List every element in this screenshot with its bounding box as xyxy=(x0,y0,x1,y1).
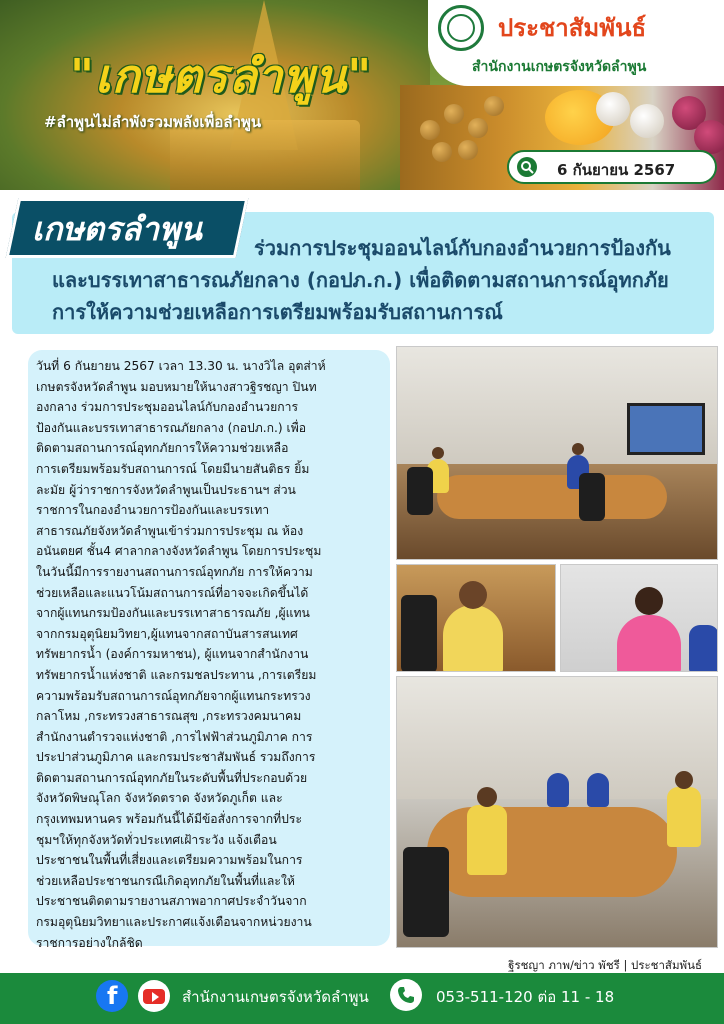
attendee xyxy=(467,805,507,875)
headline-line-1: ร่วมการประชุมออนไลน์กับกองอำนวยการป้องกัน xyxy=(254,236,671,260)
article-line: ประชาชนในพื้นที่เสี่ยงและเตรียมความพร้อมในการ xyxy=(36,853,303,868)
article-line: ป้องกันและบรรเทาสาธารณภัยกลาง (กอปภ.ก.) เพื่อ xyxy=(36,420,307,435)
chair xyxy=(403,847,449,937)
attendee xyxy=(587,773,609,807)
article-line: ทรัพยากรน้ำแห่งชาติ และกรมชลประทาน ,การเตรียม xyxy=(36,667,317,682)
brand-box xyxy=(428,0,724,86)
article-line: ความพร้อมรับสถานการณ์อุทกภัยจากผู้แทนกระทรวง xyxy=(36,688,311,703)
meeting-photo-2 xyxy=(396,564,556,672)
chair xyxy=(407,467,433,515)
article-line: ในวันนี้มีการรายงานสถานการณ์อุทกภัย การให้ความ xyxy=(36,564,313,579)
brand-title: ประชาสัมพันธ์ xyxy=(498,14,647,42)
attendee-head xyxy=(675,771,693,789)
footer-office-name: สำนักงานเกษตรจังหวัดลำพูน xyxy=(182,988,369,1006)
article-line: สาธารณภัยจังหวัดลำพูนเข้าร่วมการประชุม ณ ห้อง xyxy=(36,523,304,538)
garlic xyxy=(596,92,630,126)
meeting-photo-3 xyxy=(560,564,718,672)
longan-fruit xyxy=(432,142,452,162)
article-line: ติดตามสถานการณ์อุทกภัยการให้ความช่วยเหลือ xyxy=(36,441,289,456)
attendee xyxy=(617,615,681,672)
article-line: ประปาส่วนภูมิภาค และกรมประชาสัมพันธ์ รวมถึงการ xyxy=(36,750,316,765)
agency-logo xyxy=(438,5,484,51)
section-tag-label: เกษตรลำพูน xyxy=(32,210,202,248)
headline-line-3: การให้ความช่วยเหลือการเตรียมพร้อมรับสถานการณ์ xyxy=(52,300,503,324)
photo-credit: ฐิรชญา ภาพ/ข่าว พัชรี | ประชาสัมพันธ์ xyxy=(508,958,702,972)
phone-icon[interactable] xyxy=(390,979,422,1011)
meeting-table xyxy=(437,475,667,519)
longan-fruit xyxy=(420,120,440,140)
garlic xyxy=(630,104,664,138)
brand-subtitle: สำนักงานเกษตรจังหวัดลำพูน xyxy=(472,59,647,75)
speaker xyxy=(443,605,503,672)
longan-fruit xyxy=(444,104,464,124)
article-line: ทรัพยากรน้ำ (องค์การมหาชน), ผู้แทนจากสำนักงาน xyxy=(36,647,309,662)
attendee-head xyxy=(432,447,444,459)
article-line: ราชการอย่างใกล้ชิด xyxy=(36,935,143,950)
attendee-head xyxy=(635,587,663,615)
search-icon xyxy=(517,157,537,177)
projection-screen xyxy=(627,403,705,455)
headline-line-2: และบรรเทาสาธารณภัยกลาง (กอปภ.ก.) เพื่อติดตามสถานการณ์อุทกภัย xyxy=(52,268,669,292)
article-line: ประชาชนติดตามรายงานสภาพอากาศประจำวันจาก xyxy=(36,894,307,909)
header-hashtag: #ลำพูนไม่ลำพังรวมพลังเพื่อลำพูน xyxy=(44,113,262,131)
attendee xyxy=(667,787,701,847)
chair xyxy=(401,595,437,672)
article-line: วันที่ 6 กันยายน 2567 เวลา 13.30 น. นางวิไล อุตส่าห์ xyxy=(36,359,326,373)
meeting-table xyxy=(427,807,677,897)
longan-fruit xyxy=(484,96,504,116)
article-line: ติดตามสถานการณ์อุทกภัยในระดับพื้นที่ประกอบด้วย xyxy=(36,770,308,785)
speaker-head xyxy=(459,581,487,609)
article-line: กลาโหม ,กระทรวงสาธารณสุข ,กระทรวงคมนาคม xyxy=(36,709,302,724)
article-line: การเตรียมพร้อมรับสถานการณ์ โดยมีนายสันติธร ยิ้ม xyxy=(36,461,310,476)
date-pill xyxy=(507,150,717,184)
article-line: ช่วยเหลือประชาชนกรณีเกิดอุทกภัยในพื้นที่และให้ xyxy=(36,873,295,888)
article-line: เกษตรจังหวัดลำพูน มอบหมายให้นางสาวฐิรชญา ปินท xyxy=(36,379,317,394)
article-line: อนันตยศ ชั้น4 ศาลากลางจังหวัดลำพูน โดยการประชุม xyxy=(36,544,322,559)
youtube-icon-frame xyxy=(143,989,165,1004)
youtube-icon[interactable] xyxy=(138,980,170,1012)
article-line: สำนักงานตำรวจแห่งชาติ ,การไฟฟ้าส่วนภูมิภาค การ xyxy=(36,729,313,744)
article-line: จากผู้แทนกรมป้องกันและบรรเทาสาธารณภัย ,ผู้แทน xyxy=(36,606,310,621)
longan-fruit xyxy=(458,140,478,160)
article-line: จังหวัดพิษณุโลก จังหวัดตราด จังหวัดภูเก็ต และ xyxy=(36,791,283,806)
header-banner xyxy=(0,0,724,190)
article-line: ละมัย ผู้ว่าราชการจังหวัดลำพูนเป็นประธานฯ ส่วน xyxy=(36,482,296,497)
footer-phone: 053-511-120 ต่อ 11 - 18 xyxy=(436,988,615,1006)
meeting-photo-4 xyxy=(396,676,718,948)
article-line: ชุมฯให้ทุกจังหวัดทั่วประเทศเฝ้าระวัง แจ้งเตือน xyxy=(36,832,277,847)
attendee xyxy=(689,625,718,672)
chair xyxy=(579,473,605,521)
article-line: ช่วยเหลือและแนวโน้มสถานการณ์ที่อาจจะเกิดขึ้นได้ xyxy=(36,585,309,600)
longan-fruit xyxy=(468,118,488,138)
article-line: จากกรมอุตุนิยมวิทยา,ผู้แทนจากสถาบันสารสนเทศ xyxy=(36,626,298,641)
header-title: "เกษตรลำพูน" xyxy=(70,49,373,103)
facebook-icon[interactable]: f xyxy=(96,980,128,1012)
attendee-head xyxy=(572,443,584,455)
article-body xyxy=(36,356,384,953)
attendee xyxy=(547,773,569,807)
red-onion xyxy=(694,120,724,154)
article-line: กรุงเทพมหานคร พร้อมกันนี้ได้มีข้อสั่งการจากที่ประ xyxy=(36,812,303,827)
article-line: องกลาง ร่วมการประชุมออนไลน์กับกองอำนวยการ xyxy=(36,400,299,415)
agency-logo-inner xyxy=(447,14,475,42)
attendee-head xyxy=(477,787,497,807)
date-text: 6 กันยายน 2567 xyxy=(557,161,676,179)
article-line: ราชการในกองอำนวยการป้องกันและบรรเทา xyxy=(36,503,270,518)
meeting-photo-1 xyxy=(396,346,718,560)
article-line: กรมอุตุนิยมวิทยาและประกาศแจ้งเตือนจากหน่วยงาน xyxy=(36,915,312,930)
